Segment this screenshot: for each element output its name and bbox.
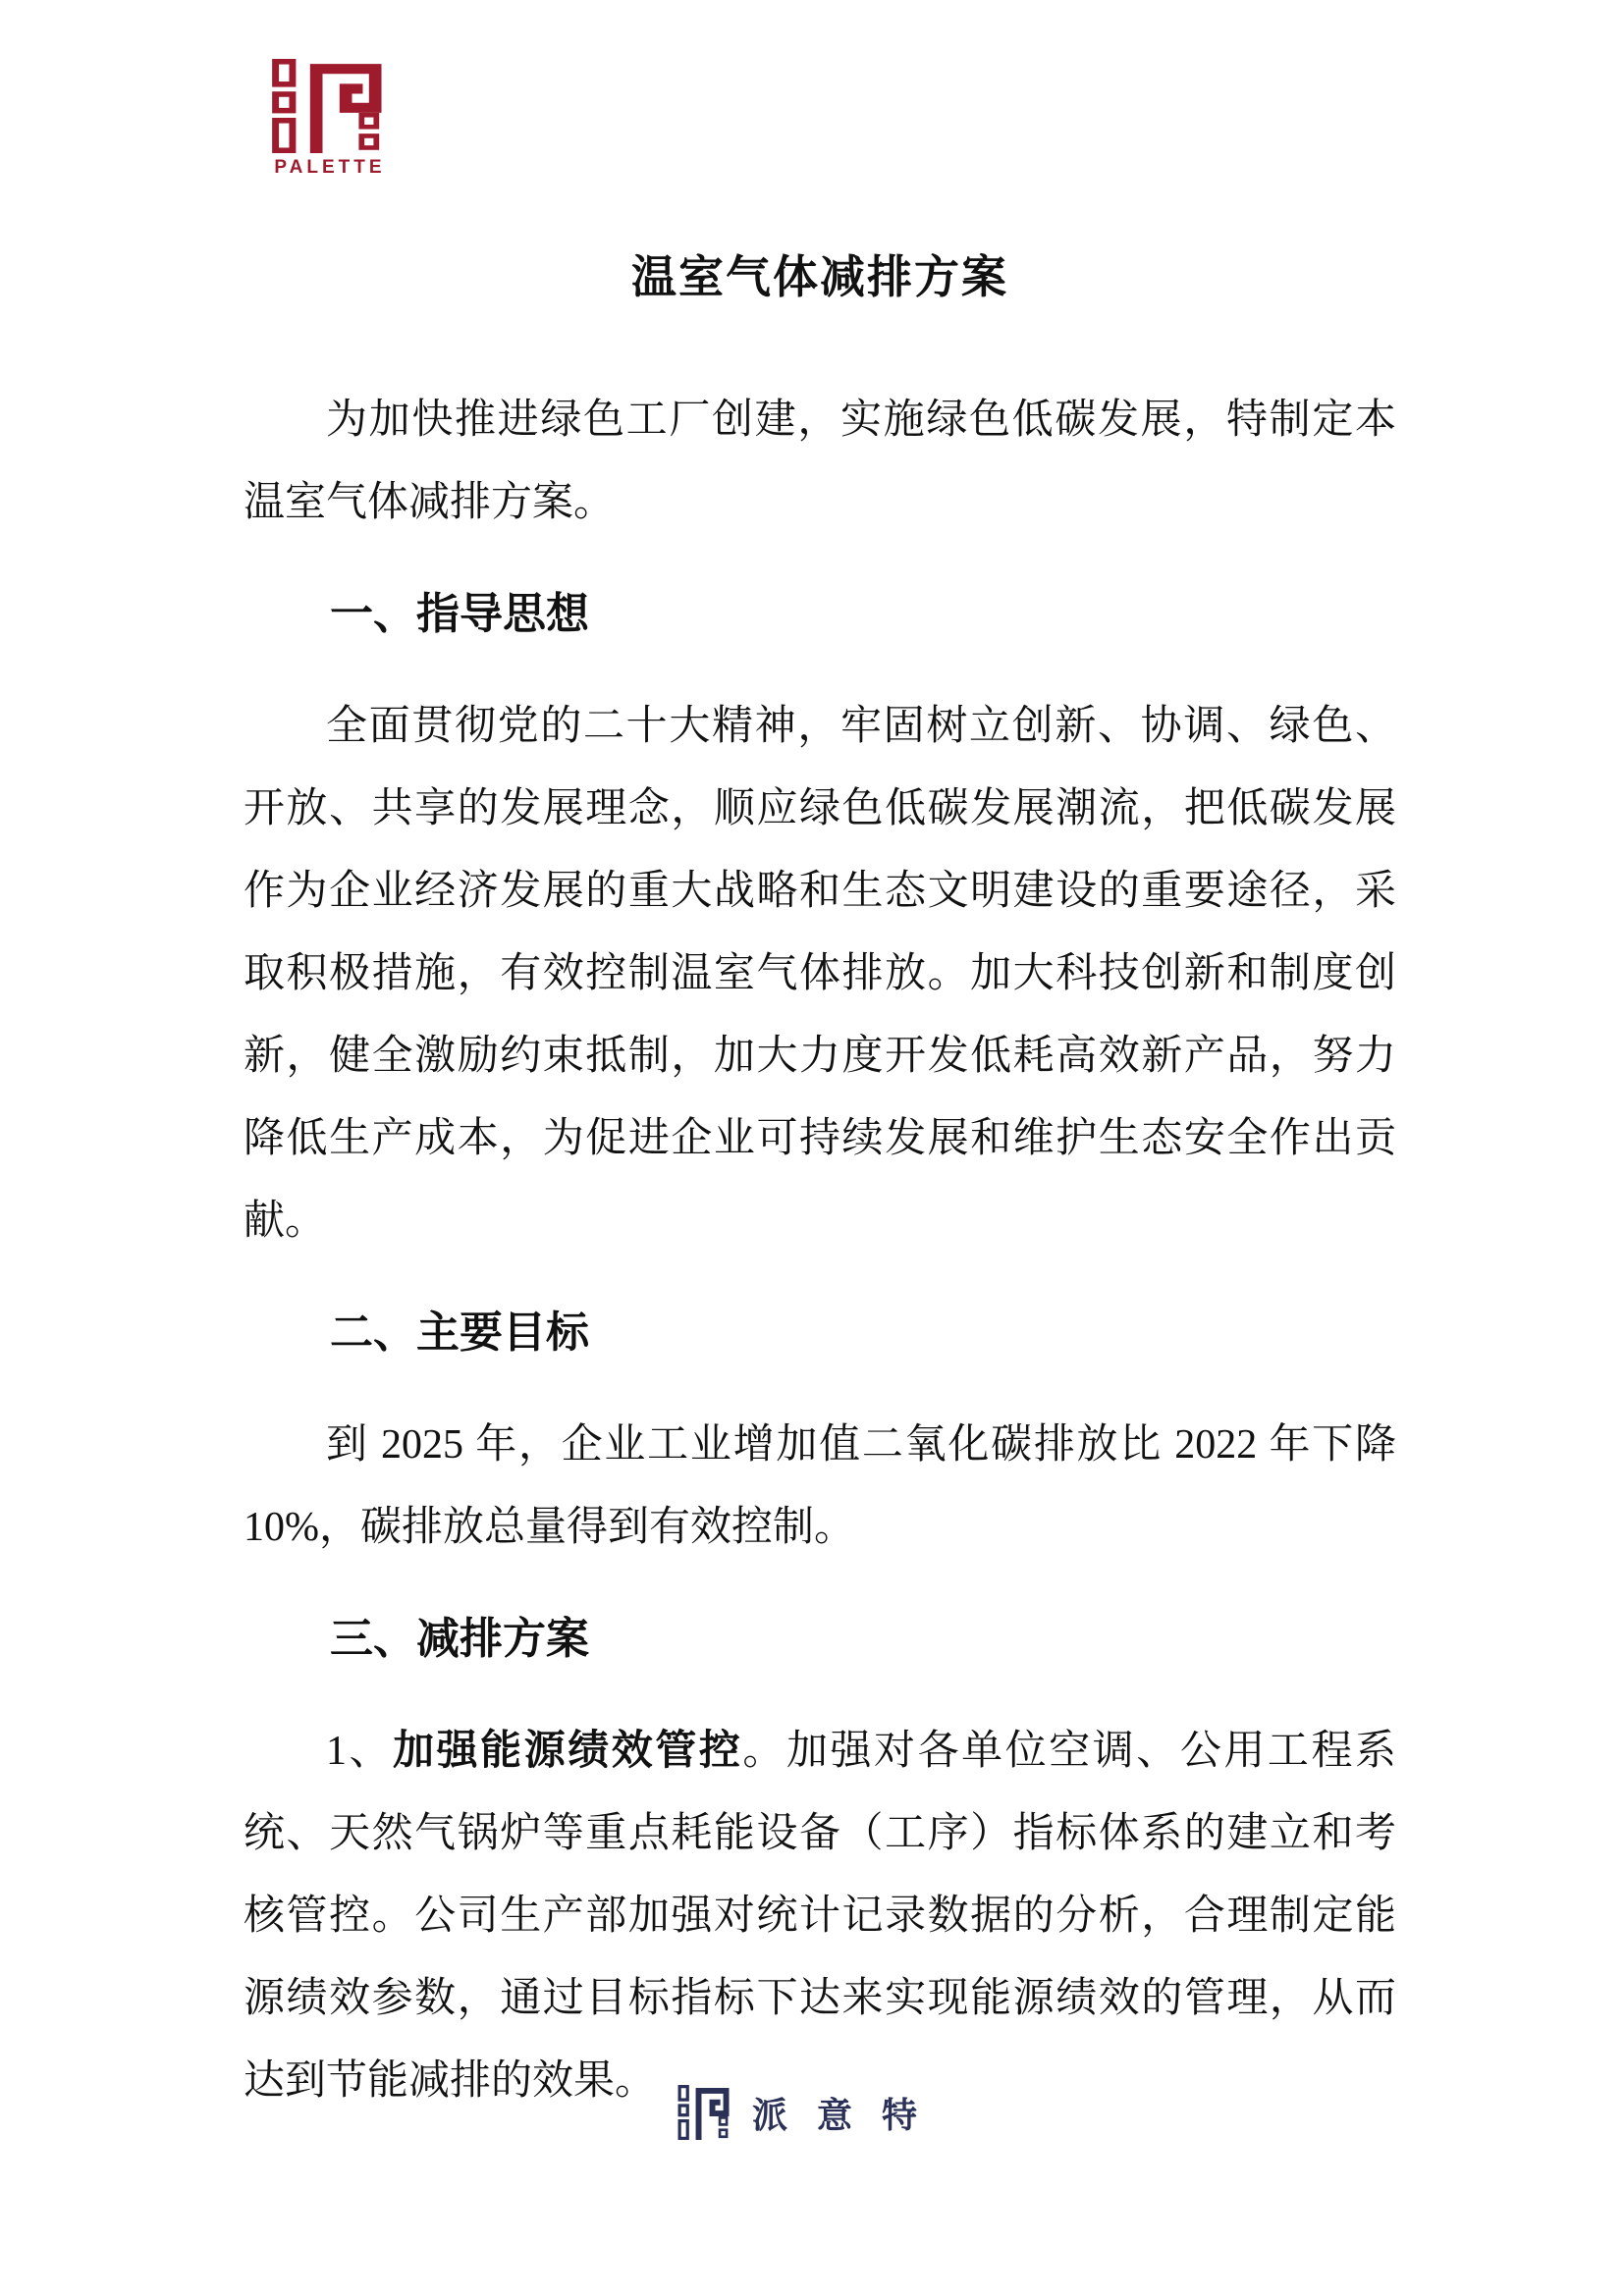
footer-logo: [0, 2085, 1624, 2140]
palette-logo-icon: [271, 59, 389, 153]
section-1-heading: 一、指导思想: [330, 590, 589, 638]
item-1-bold-title: 加强能源绩效管控: [393, 1729, 743, 1774]
header-logo-brand-text: PALETTE: [274, 157, 386, 178]
section-1-paragraph: 全面贯彻党的二十大精神，牢固树立创新、协调、绿色、开放、共享的发展理念，顺应绿色低碳发展潮流，把低碳发展作为企业经济发展的重大战略和生态文明建设的重要途径，采取积极措施，有效控制温室气体排放。加大科技创新和制度创新，健全激励约束抵制，加大力度开发低耗高效新产品，努力降低生产成本，为促进企业可持续发展和维护生态安全作出贡献。: [244, 704, 1396, 1244]
header-logo: [267, 59, 393, 179]
footer-logo-brand-text: 派意特: [751, 2094, 947, 2135]
section-3-heading: 三、减排方案: [330, 1615, 589, 1663]
item-1-number: 1、: [326, 1729, 394, 1774]
section-2-paragraph: 到 2025 年，企业工业增加值二氧化碳排放比 2022 年下降 10%，碳排放总量得到有效控制。: [244, 1422, 1396, 1550]
document-content: [244, 250, 1396, 2152]
section-3-item-1-paragraph: [244, 1710, 1396, 2122]
intro-paragraph: 为加快推进绿色工厂创建，实施绿色低碳发展，特制定本温室气体减排方案。: [244, 398, 1396, 525]
document-title: 温室气体减排方案: [631, 252, 1008, 302]
paiyite-logo-icon: [677, 2085, 732, 2140]
section-2-heading: 二、主要目标: [330, 1308, 589, 1357]
item-1-text: 。加强对各单位空调、公用工程系统、天然气锅炉等重点耗能设备（工序）指标体系的建立和考核管控。公司生产部加强对统计记录数据的分析，合理制定能源绩效参数，通过目标指标下达来实现能源绩效的管理，从而达到节能减排的效果。: [244, 1729, 1396, 2104]
